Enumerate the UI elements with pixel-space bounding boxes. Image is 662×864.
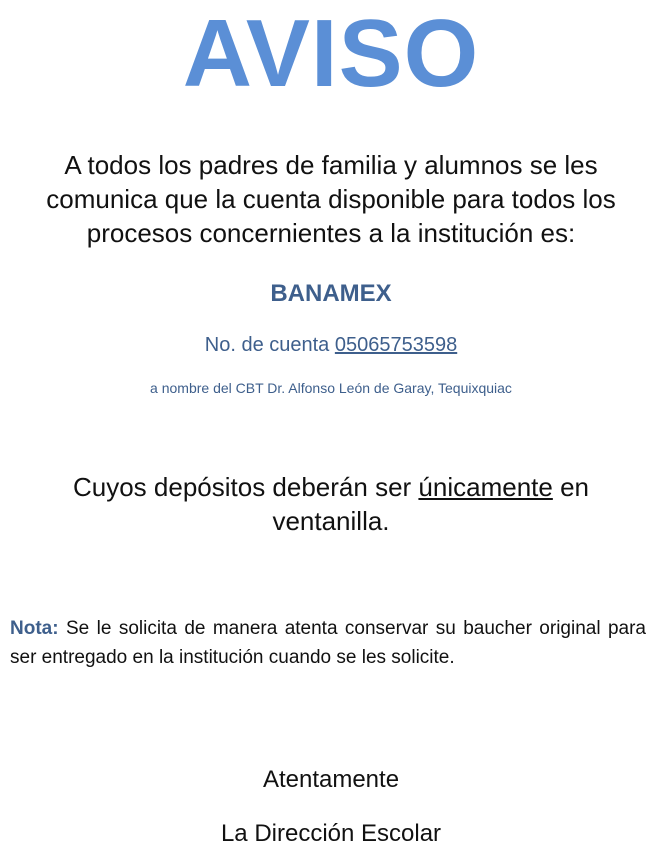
account-line [0,334,662,357]
deposit-text-before: Cuyos depósitos deberán ser [72,472,412,502]
account-number: 05065753598 [334,334,458,356]
note-label: Nota: [10,618,59,639]
closing-line: Atentamente [262,766,400,793]
bank-name: BANAMEX [270,280,392,307]
signature-line: La Dirección Escolar [220,820,442,847]
intro-paragraph: A todos los padres de familia y alumnos se les comunica que la cuenta disponible para todos los procesos concernientes a la institución es: [46,150,616,248]
note-paragraph [10,614,646,672]
account-holder: a nombre del CBT Dr. Alfonso León de Garay, Tequixquiac [150,380,512,396]
deposit-emphasis: únicamente [418,472,553,502]
account-label: No. de cuenta [204,334,330,356]
deposit-instruction [30,470,632,538]
notice-title: AVISO [182,0,480,107]
note-text: Se le solicita de manera atenta conservar su baucher original para ser entregado en la institución cuando se les solicite. [10,618,647,668]
deposit-text-after: en ventanilla. [272,472,589,536]
